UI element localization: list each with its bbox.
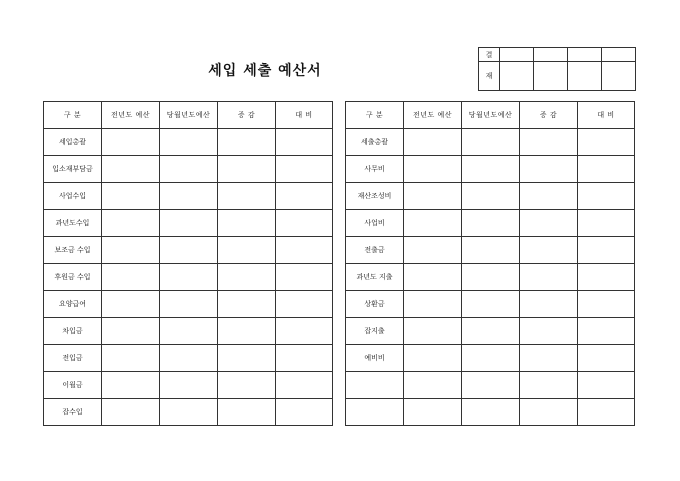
header-current-budget: 당월년도예산 bbox=[462, 102, 520, 129]
value-cell bbox=[102, 399, 160, 426]
value-cell bbox=[160, 291, 218, 318]
table-row bbox=[346, 372, 635, 399]
value-cell bbox=[462, 318, 520, 345]
value-cell bbox=[404, 345, 462, 372]
value-cell bbox=[218, 210, 276, 237]
value-cell bbox=[462, 372, 520, 399]
value-cell bbox=[218, 318, 276, 345]
value-cell bbox=[218, 237, 276, 264]
table-row bbox=[346, 183, 635, 210]
approval-sign-cell bbox=[602, 62, 636, 91]
expenditure-table bbox=[345, 101, 635, 426]
header-change: 증 감 bbox=[520, 102, 578, 129]
value-cell bbox=[520, 237, 578, 264]
approval-sign-cell bbox=[500, 62, 534, 91]
value-cell bbox=[520, 399, 578, 426]
header-prev-budget: 전년도 예산 bbox=[404, 102, 462, 129]
row-label: 세입총괄 bbox=[44, 129, 102, 156]
value-cell bbox=[462, 291, 520, 318]
value-cell bbox=[102, 210, 160, 237]
value-cell bbox=[160, 210, 218, 237]
row-label: 재산조성비 bbox=[346, 183, 404, 210]
value-cell bbox=[102, 345, 160, 372]
value-cell bbox=[578, 318, 635, 345]
value-cell bbox=[520, 156, 578, 183]
value-cell bbox=[520, 318, 578, 345]
value-cell bbox=[520, 264, 578, 291]
value-cell bbox=[520, 183, 578, 210]
value-cell bbox=[462, 264, 520, 291]
table-row bbox=[346, 210, 635, 237]
table-row bbox=[346, 318, 635, 345]
value-cell bbox=[520, 129, 578, 156]
approval-box bbox=[478, 47, 636, 91]
value-cell bbox=[102, 183, 160, 210]
row-label bbox=[346, 372, 404, 399]
table-row bbox=[44, 156, 333, 183]
value-cell bbox=[102, 291, 160, 318]
value-cell bbox=[160, 156, 218, 183]
value-cell bbox=[462, 345, 520, 372]
row-label: 예비비 bbox=[346, 345, 404, 372]
value-cell bbox=[276, 372, 333, 399]
approval-cell bbox=[534, 48, 568, 62]
row-label: 사무비 bbox=[346, 156, 404, 183]
value-cell bbox=[276, 399, 333, 426]
approval-label-top: 결 bbox=[479, 48, 500, 62]
table-row bbox=[346, 129, 635, 156]
value-cell bbox=[578, 345, 635, 372]
expenditure-header-row bbox=[346, 102, 635, 129]
value-cell bbox=[276, 183, 333, 210]
table-row bbox=[346, 264, 635, 291]
header-category: 구 분 bbox=[44, 102, 102, 129]
value-cell bbox=[160, 264, 218, 291]
table-row bbox=[44, 399, 333, 426]
value-cell bbox=[218, 129, 276, 156]
row-label: 사업비 bbox=[346, 210, 404, 237]
approval-label-bottom: 재 bbox=[479, 62, 500, 91]
table-row bbox=[346, 291, 635, 318]
value-cell bbox=[404, 264, 462, 291]
value-cell bbox=[102, 156, 160, 183]
value-cell bbox=[218, 291, 276, 318]
value-cell bbox=[578, 183, 635, 210]
value-cell bbox=[578, 156, 635, 183]
value-cell bbox=[578, 129, 635, 156]
value-cell bbox=[276, 156, 333, 183]
row-label bbox=[346, 399, 404, 426]
value-cell bbox=[404, 129, 462, 156]
table-row bbox=[44, 183, 333, 210]
table-row bbox=[44, 210, 333, 237]
table-row bbox=[44, 345, 333, 372]
table-row bbox=[346, 156, 635, 183]
row-label: 사업수입 bbox=[44, 183, 102, 210]
row-label: 과년도수입 bbox=[44, 210, 102, 237]
row-label: 이월금 bbox=[44, 372, 102, 399]
value-cell bbox=[276, 237, 333, 264]
approval-sign-cell bbox=[534, 62, 568, 91]
value-cell bbox=[578, 210, 635, 237]
table-row bbox=[346, 237, 635, 264]
table-row bbox=[346, 345, 635, 372]
value-cell bbox=[462, 183, 520, 210]
value-cell bbox=[404, 237, 462, 264]
table-row bbox=[44, 129, 333, 156]
approval-cell bbox=[568, 48, 602, 62]
value-cell bbox=[218, 264, 276, 291]
value-cell bbox=[218, 183, 276, 210]
row-label: 상환금 bbox=[346, 291, 404, 318]
row-label: 잡지출 bbox=[346, 318, 404, 345]
value-cell bbox=[520, 345, 578, 372]
value-cell bbox=[404, 399, 462, 426]
row-label: 보조금 수입 bbox=[44, 237, 102, 264]
value-cell bbox=[218, 399, 276, 426]
value-cell bbox=[276, 210, 333, 237]
approval-cell bbox=[500, 48, 534, 62]
revenue-header-row bbox=[44, 102, 333, 129]
row-label: 입소재부담금 bbox=[44, 156, 102, 183]
approval-cell bbox=[602, 48, 636, 62]
value-cell bbox=[404, 210, 462, 237]
table-row bbox=[44, 372, 333, 399]
table-row bbox=[44, 237, 333, 264]
table-row bbox=[346, 399, 635, 426]
value-cell bbox=[218, 345, 276, 372]
table-row bbox=[44, 264, 333, 291]
header-category: 구 분 bbox=[346, 102, 404, 129]
value-cell bbox=[160, 372, 218, 399]
value-cell bbox=[404, 318, 462, 345]
value-cell bbox=[462, 210, 520, 237]
row-label: 잡수입 bbox=[44, 399, 102, 426]
value-cell bbox=[520, 210, 578, 237]
value-cell bbox=[160, 129, 218, 156]
value-cell bbox=[578, 372, 635, 399]
row-label: 세출총괄 bbox=[346, 129, 404, 156]
value-cell bbox=[404, 156, 462, 183]
value-cell bbox=[218, 372, 276, 399]
value-cell bbox=[520, 372, 578, 399]
value-cell bbox=[404, 291, 462, 318]
row-label: 전입금 bbox=[44, 345, 102, 372]
revenue-table bbox=[43, 101, 333, 426]
value-cell bbox=[218, 156, 276, 183]
value-cell bbox=[462, 156, 520, 183]
value-cell bbox=[578, 399, 635, 426]
value-cell bbox=[102, 372, 160, 399]
value-cell bbox=[102, 264, 160, 291]
header-ratio: 대 비 bbox=[276, 102, 333, 129]
value-cell bbox=[520, 291, 578, 318]
value-cell bbox=[276, 345, 333, 372]
value-cell bbox=[160, 183, 218, 210]
value-cell bbox=[276, 264, 333, 291]
value-cell bbox=[160, 399, 218, 426]
value-cell bbox=[160, 237, 218, 264]
value-cell bbox=[160, 318, 218, 345]
value-cell bbox=[578, 291, 635, 318]
row-label: 요양급여 bbox=[44, 291, 102, 318]
row-label: 전출금 bbox=[346, 237, 404, 264]
header-current-budget: 당월년도예산 bbox=[160, 102, 218, 129]
row-label: 차입금 bbox=[44, 318, 102, 345]
value-cell bbox=[462, 129, 520, 156]
value-cell bbox=[578, 264, 635, 291]
header-prev-budget: 전년도 예산 bbox=[102, 102, 160, 129]
value-cell bbox=[102, 237, 160, 264]
value-cell bbox=[462, 399, 520, 426]
value-cell bbox=[102, 129, 160, 156]
table-row bbox=[44, 318, 333, 345]
header-change: 증 감 bbox=[218, 102, 276, 129]
value-cell bbox=[102, 318, 160, 345]
value-cell bbox=[578, 237, 635, 264]
value-cell bbox=[462, 237, 520, 264]
document-title: 세입 세출 예산서 bbox=[208, 63, 322, 79]
value-cell bbox=[404, 183, 462, 210]
header-ratio: 대 비 bbox=[578, 102, 635, 129]
value-cell bbox=[160, 345, 218, 372]
value-cell bbox=[276, 129, 333, 156]
row-label: 후원금 수입 bbox=[44, 264, 102, 291]
approval-sign-cell bbox=[568, 62, 602, 91]
row-label: 과년도 지출 bbox=[346, 264, 404, 291]
value-cell bbox=[276, 291, 333, 318]
table-row bbox=[44, 291, 333, 318]
value-cell bbox=[404, 372, 462, 399]
value-cell bbox=[276, 318, 333, 345]
